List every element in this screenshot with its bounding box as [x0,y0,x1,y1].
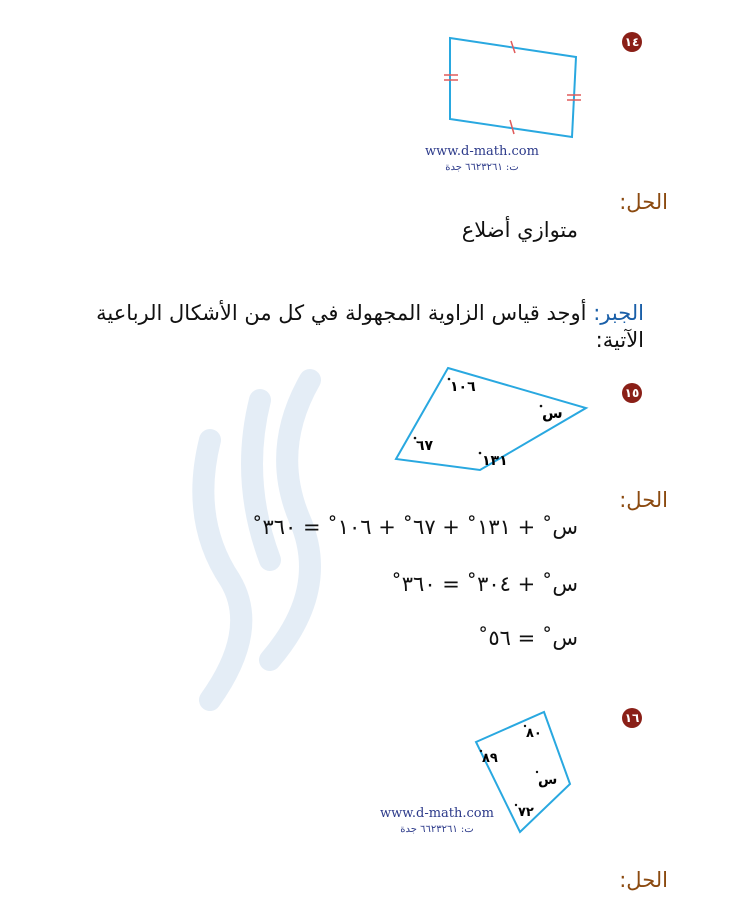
site-credit [367,806,507,838]
algebra-instruction [24,300,644,326]
angle-label-left: ٦٧ [416,438,434,454]
credit-phone: ت: ٦٦٢٣٢٦١ جدة [400,824,474,835]
angle-label-bottom: ١٣١ [482,453,508,469]
credit-url: www.d-math.com [380,806,494,821]
angle-label-top: ١٠٦ [450,379,476,395]
equation-line-1: س˚ + ١٣١˚ + ٦٧˚ + ١٠٦˚ = ٣٦٠˚ [251,515,578,539]
credit-phone: ت: ٦٦٢٣٢٦١ جدة [445,162,519,173]
problem-number-badge: ١٤ [622,32,642,52]
degree-mark [480,750,482,752]
equation-line-3: س˚ = ٥٦˚ [477,626,578,650]
degree-mark [515,804,517,806]
solution-label: الحل: [619,190,668,214]
angle-label-right: س [538,772,558,788]
angle-label-left: ٨٩ [482,751,498,766]
angle-label-top: ٨٠ [526,726,542,741]
credit-url: www.d-math.com [425,144,539,159]
degree-mark [479,452,482,455]
problem-number-badge: ١٥ [622,383,642,403]
angle-label-bottom: ٧٢ [518,805,534,820]
degree-mark [414,437,417,440]
parallelogram-shape [450,38,576,137]
algebra-label: الجبر: [593,301,644,325]
degree-mark [536,771,538,773]
instruction-line-2: الآتية: [595,328,644,352]
solution-label: الحل: [619,488,668,512]
parallelogram-figure [440,30,585,145]
site-credit [412,144,552,176]
degree-mark [524,725,526,727]
equation-line-2: س˚ + ٣٠٤˚ = ٣٦٠˚ [391,572,578,596]
angle-label-right: س [542,404,563,422]
quadrilateral-figure [390,362,595,477]
problem-number-badge: ١٦ [622,708,642,728]
degree-mark [448,378,451,381]
degree-mark [540,405,543,408]
instruction-line-1: أوجد قياس الزاوية المجهولة في كل من الأشكال الرباعية [96,301,587,325]
watermark [150,360,370,720]
solution-label: الحل: [619,868,668,892]
solution-answer: متوازي أضلاع [461,218,578,242]
